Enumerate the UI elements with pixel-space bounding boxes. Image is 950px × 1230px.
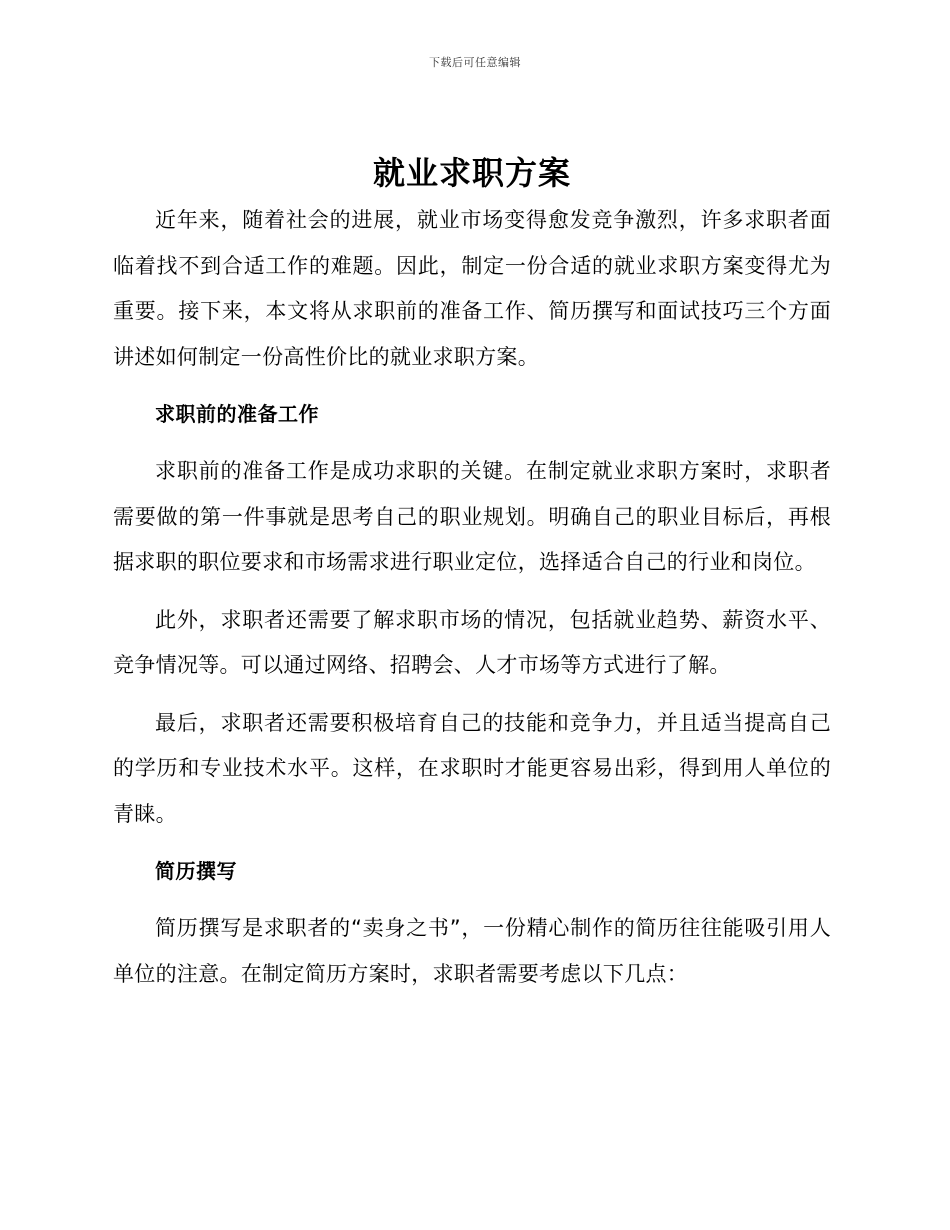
preparation-paragraph-3: 最后，求职者还需要积极培育自己的技能和竞争力，并且适当提高自己的学历和专业技术水平。这样，在求职时才能更容易出彩，得到用人单位的青睐。 [113, 710, 831, 826]
section-heading-preparation: 求职前的准备工作 [155, 402, 319, 426]
preparation-paragraph-2: 此外，求职者还需要了解求职市场的情况，包括就业趋势、薪资水平、竞争情况等。可以通过网络、招聘会、人才市场等方式进行了解。 [113, 607, 831, 677]
document-body [113, 148, 831, 997]
preparation-paragraph-1: 求职前的准备工作是成功求职的关键。在制定就业求职方案时，求职者需要做的第一件事就是思考自己的职业规划。明确自己的职业目标后，再根据求职的职位要求和市场需求进行职业定位，选择适合自己的行业和岗位。 [113, 459, 831, 574]
section-heading-resume: 简历撰写 [155, 859, 237, 883]
resume-paragraph-1: 简历撰写是求职者的“卖身之书”，一份精心制作的简历往往能吸引用人单位的注意。在制定简历方案时，求职者需要考虑以下几点： [113, 916, 831, 986]
intro-paragraph: 近年来，随着社会的进展，就业市场变得愈发竞争激烈，许多求职者面临着找不到合适工作的难题。因此，制定一份合适的就业求职方案变得尤为重要。接下来，本文将从求职前的准备工作、简历撰写和面试技巧三个方面讲述如何制定一份高性价比的就业求职方案。 [113, 208, 831, 369]
document-title: 就业求职方案 [372, 154, 571, 192]
page-header-note: 下载后可任意编辑 [429, 56, 521, 69]
